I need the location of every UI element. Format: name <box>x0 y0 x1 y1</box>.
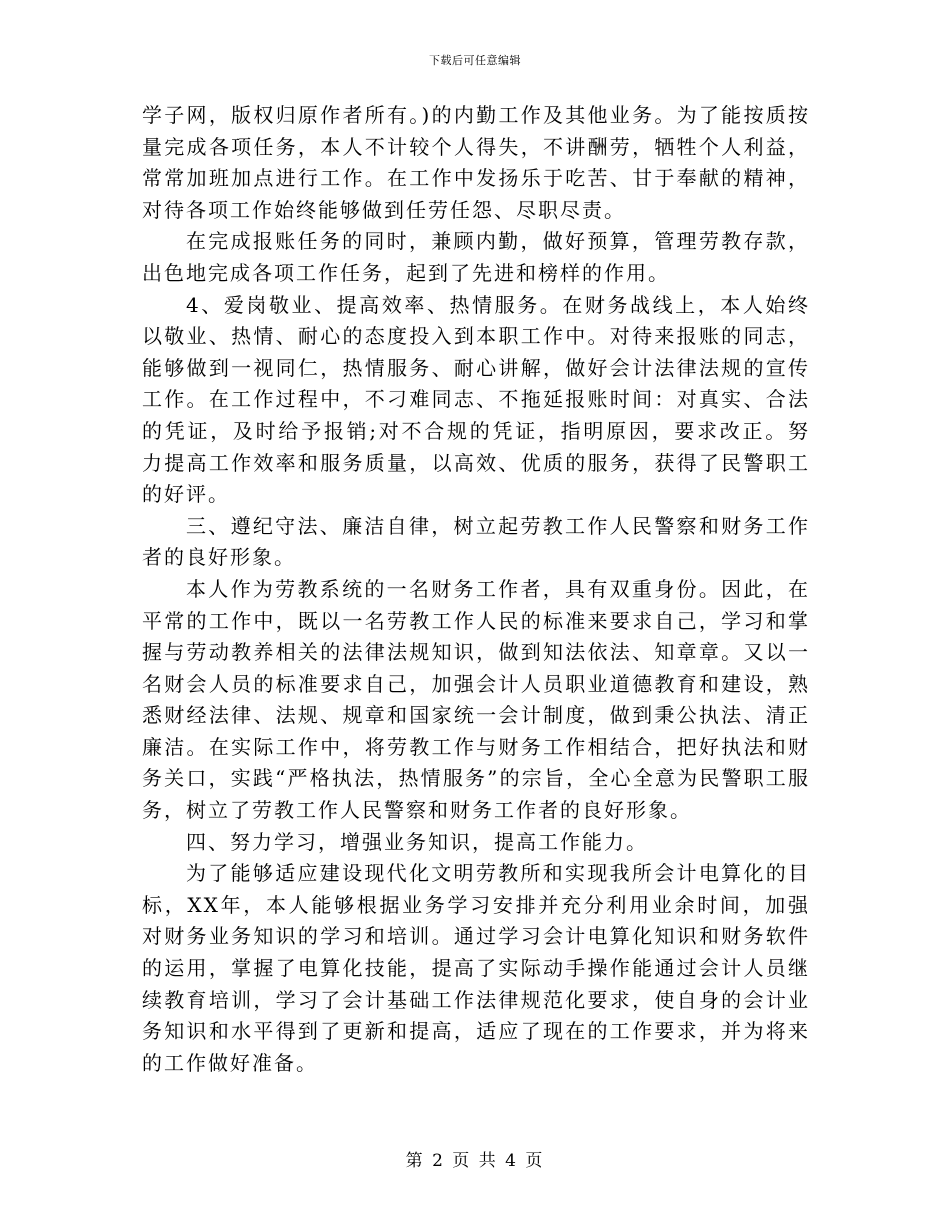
paragraph-dual-identity: 本人作为劳教系统的一名财务工作者，具有双重身份。因此，在平常的工作中，既以一名劳教工作人民的标准来要求自己，学习和掌握与劳动教养相关的法律法规知识，做到知法依法、知章章。又以一名财会人员的标准要求自己，加强会计人员职业道德教育和建设，熟悉财经法律、法规、规章和国家统一会计制度，做到秉公执法、清正廉洁。在实际工作中，将劳教工作与财务工作相结合，把好执法和财务关口，实践“严格执法，热情服务”的宗旨，全心全意为民警职工服务，树立了劳教工作人民警察和财务工作者的良好形象。 <box>142 576 810 823</box>
paragraph-reimbursement: 在完成报账任务的同时，兼顾内勤，做好预算，管理劳教存款，出色地完成各项工作任务，起到了先进和榜样的作用。 <box>142 229 810 285</box>
paragraph-continued: 学子网，版权归原作者所有。)的内勤工作及其他业务。为了能按质按量完成各项任务，本人不计较个人得失，不讲酬劳，牺牲个人利益，常常加班加点进行工作。在工作中发扬乐于吃苦、甘于奉献的精神，对待各项工作始终能够做到任劳任怨、尽职尽责。 <box>142 103 810 222</box>
paragraph-dedication: 4、爱岗敬业、提高效率、热情服务。在财务战线上，本人始终以敬业、热情、耐心的态度投入到本职工作中。对待来报账的同志，能够做到一视同仁，热情服务、耐心讲解，做好会计法律法规的宣传工作。在工作过程中，不刁难同志、不拖延报账时间：对真实、合法的凭证，及时给予报销;对不合规的凭证，指明原因，要求改正。努力提高工作效率和服务质量，以高效、优质的服务，获得了民警职工的好评。 <box>142 292 810 507</box>
section-heading-study: 四、努力学习，增强业务知识，提高工作能力。 <box>186 829 648 854</box>
page-header: 下载后可任意编辑 <box>429 54 521 67</box>
document-body <box>142 100 810 1079</box>
section-heading-discipline: 三、遵纪守法、廉洁自律，树立起劳教工作人民警察和财务工作者的良好形象。 <box>142 513 810 570</box>
paragraph-study: 为了能够适应建设现代化文明劳教所和实现我所会计电算化的目标，XX年，本人能够根据业务学习安排并充分利用业余时间，加强对财务业务知识的学习和培训。通过学习会计电算化知识和财务软件的运用，掌握了电算化技能，提高了实际动手操作能通过会计人员继续教育培训，学习了会计基础工作法律规范化要求，使自身的会计业务知识和水平得到了更新和提高，适应了现在的工作要求，并为将来的工作做好准备。 <box>142 861 810 1075</box>
page-number: 第 2 页 共 4 页 <box>405 1151 545 1171</box>
